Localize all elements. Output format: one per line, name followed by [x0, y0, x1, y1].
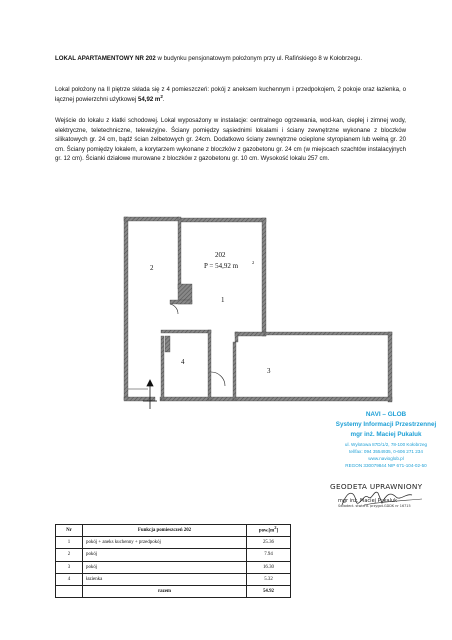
entrance-arrow	[143, 380, 157, 409]
company-regon-nip: REGON 330079844 NIP 671-104-02-50	[345, 463, 427, 468]
company-person: mgr inż. Maciej Pukaluk	[350, 431, 422, 438]
installations-text: Wejście do lokalu z klatki schodowej. Lokal wyposażony w instalacje: centralnego ogrzewania, wod-kan, ciepłej i zimnej wody, elektryczne, teletechniczne, telewizyjne. Ściany pomiędzy sąsiednimi lokalami i ściany zewnętrzne wykonane z bloczków silikatowych gr. 24 cm, bądź ścian żelbetowych gr. 24cm. Dodatkowo ściany zewnętrzne ocieplone styropianem lub wełną gr. 20 cm. Ściany pomiędzy lokalem, a korytarzem wykonane z bloczków z gazobetonu gr. 24 cm (w miejscach szachtów instalacyjnych gr. 12 cm). Ścianki działowe murowane z bloczków z gazobetonu gr. 10 cm. Wysokość lokalu 257 cm.	[55, 117, 406, 163]
plan-area-sup: 2	[252, 260, 255, 265]
header-function: Funkcja pomieszczeń 202	[83, 525, 247, 537]
unit-title: LOKAL APARTAMENTOWY NR 202	[55, 55, 156, 62]
table-row	[56, 549, 291, 561]
row-area: 7.94	[247, 549, 291, 561]
row-nr: 2	[56, 549, 83, 561]
company-phone: tel/fax: 094 3554935, 0-606 271 234	[349, 449, 423, 454]
company-website[interactable]: www.navioglob.pl	[368, 456, 404, 461]
row-nr: 4	[56, 573, 83, 585]
table-row	[56, 561, 291, 573]
plan-area-label: P = 54,92 m	[204, 262, 239, 270]
row-function: pokój	[83, 561, 247, 573]
company-name: NAVI – GLOB	[365, 411, 407, 418]
signature	[338, 485, 428, 511]
row-area: 5.32	[247, 573, 291, 585]
room-label-2: 2	[150, 264, 154, 272]
room-label-1: 1	[221, 296, 225, 304]
stamp-name: mgr inż. Maciej Pukaluk	[338, 498, 398, 504]
rooms-table	[55, 524, 291, 598]
row-area: 25.36	[247, 537, 291, 549]
total-area-text: 54,92 m	[137, 95, 161, 103]
row-function: łazienka	[83, 573, 247, 585]
header-area: pow.[m2]	[247, 525, 291, 537]
stamp-license: Świadect. stwierd. przygot.GDDK nr 16715	[338, 504, 411, 508]
room-label-4: 4	[181, 358, 185, 366]
row-nr: 1	[56, 537, 83, 549]
row-nr: 3	[56, 561, 83, 573]
row-area: 16.30	[247, 561, 291, 573]
row-function: pokój	[83, 549, 247, 561]
total-area-sup: 2	[160, 93, 163, 99]
table-row	[56, 537, 291, 549]
total-label: razem	[83, 585, 247, 597]
rooms-text-end: .	[162, 95, 165, 103]
table-header-row	[56, 525, 291, 537]
stamp-title: GEODETA UPRAWNIONY	[330, 482, 423, 491]
company-subtitle: Systemy Informacji Przestrzennej	[335, 421, 437, 428]
plan-walls	[124, 217, 392, 402]
rooms-text: Lokal położony na II piętrze składa się z 4 pomieszczeń: pokój z aneksem kuchennym i przedpokojem, 2 pokoje oraz łazienka, o łącznej powierzchni użytkowej	[55, 86, 406, 103]
table-row	[56, 573, 291, 585]
room-label-3: 3	[267, 367, 271, 375]
unit-location: w budynku pensjonatowym położonym przy ul. Rafińskiego 8 w Kołobrzegu.	[155, 55, 363, 62]
total-area: 54.92	[247, 585, 291, 597]
plan-unit-number: 202	[215, 251, 226, 259]
row-function: pokój + aneks kuchenny + przedpokój	[83, 537, 247, 549]
company-address: ul. Wylotowa 87D/1/2, 78-100 Kołobrzeg	[344, 442, 428, 447]
header-nr: Nr	[56, 525, 83, 537]
table-total-row	[56, 585, 291, 597]
